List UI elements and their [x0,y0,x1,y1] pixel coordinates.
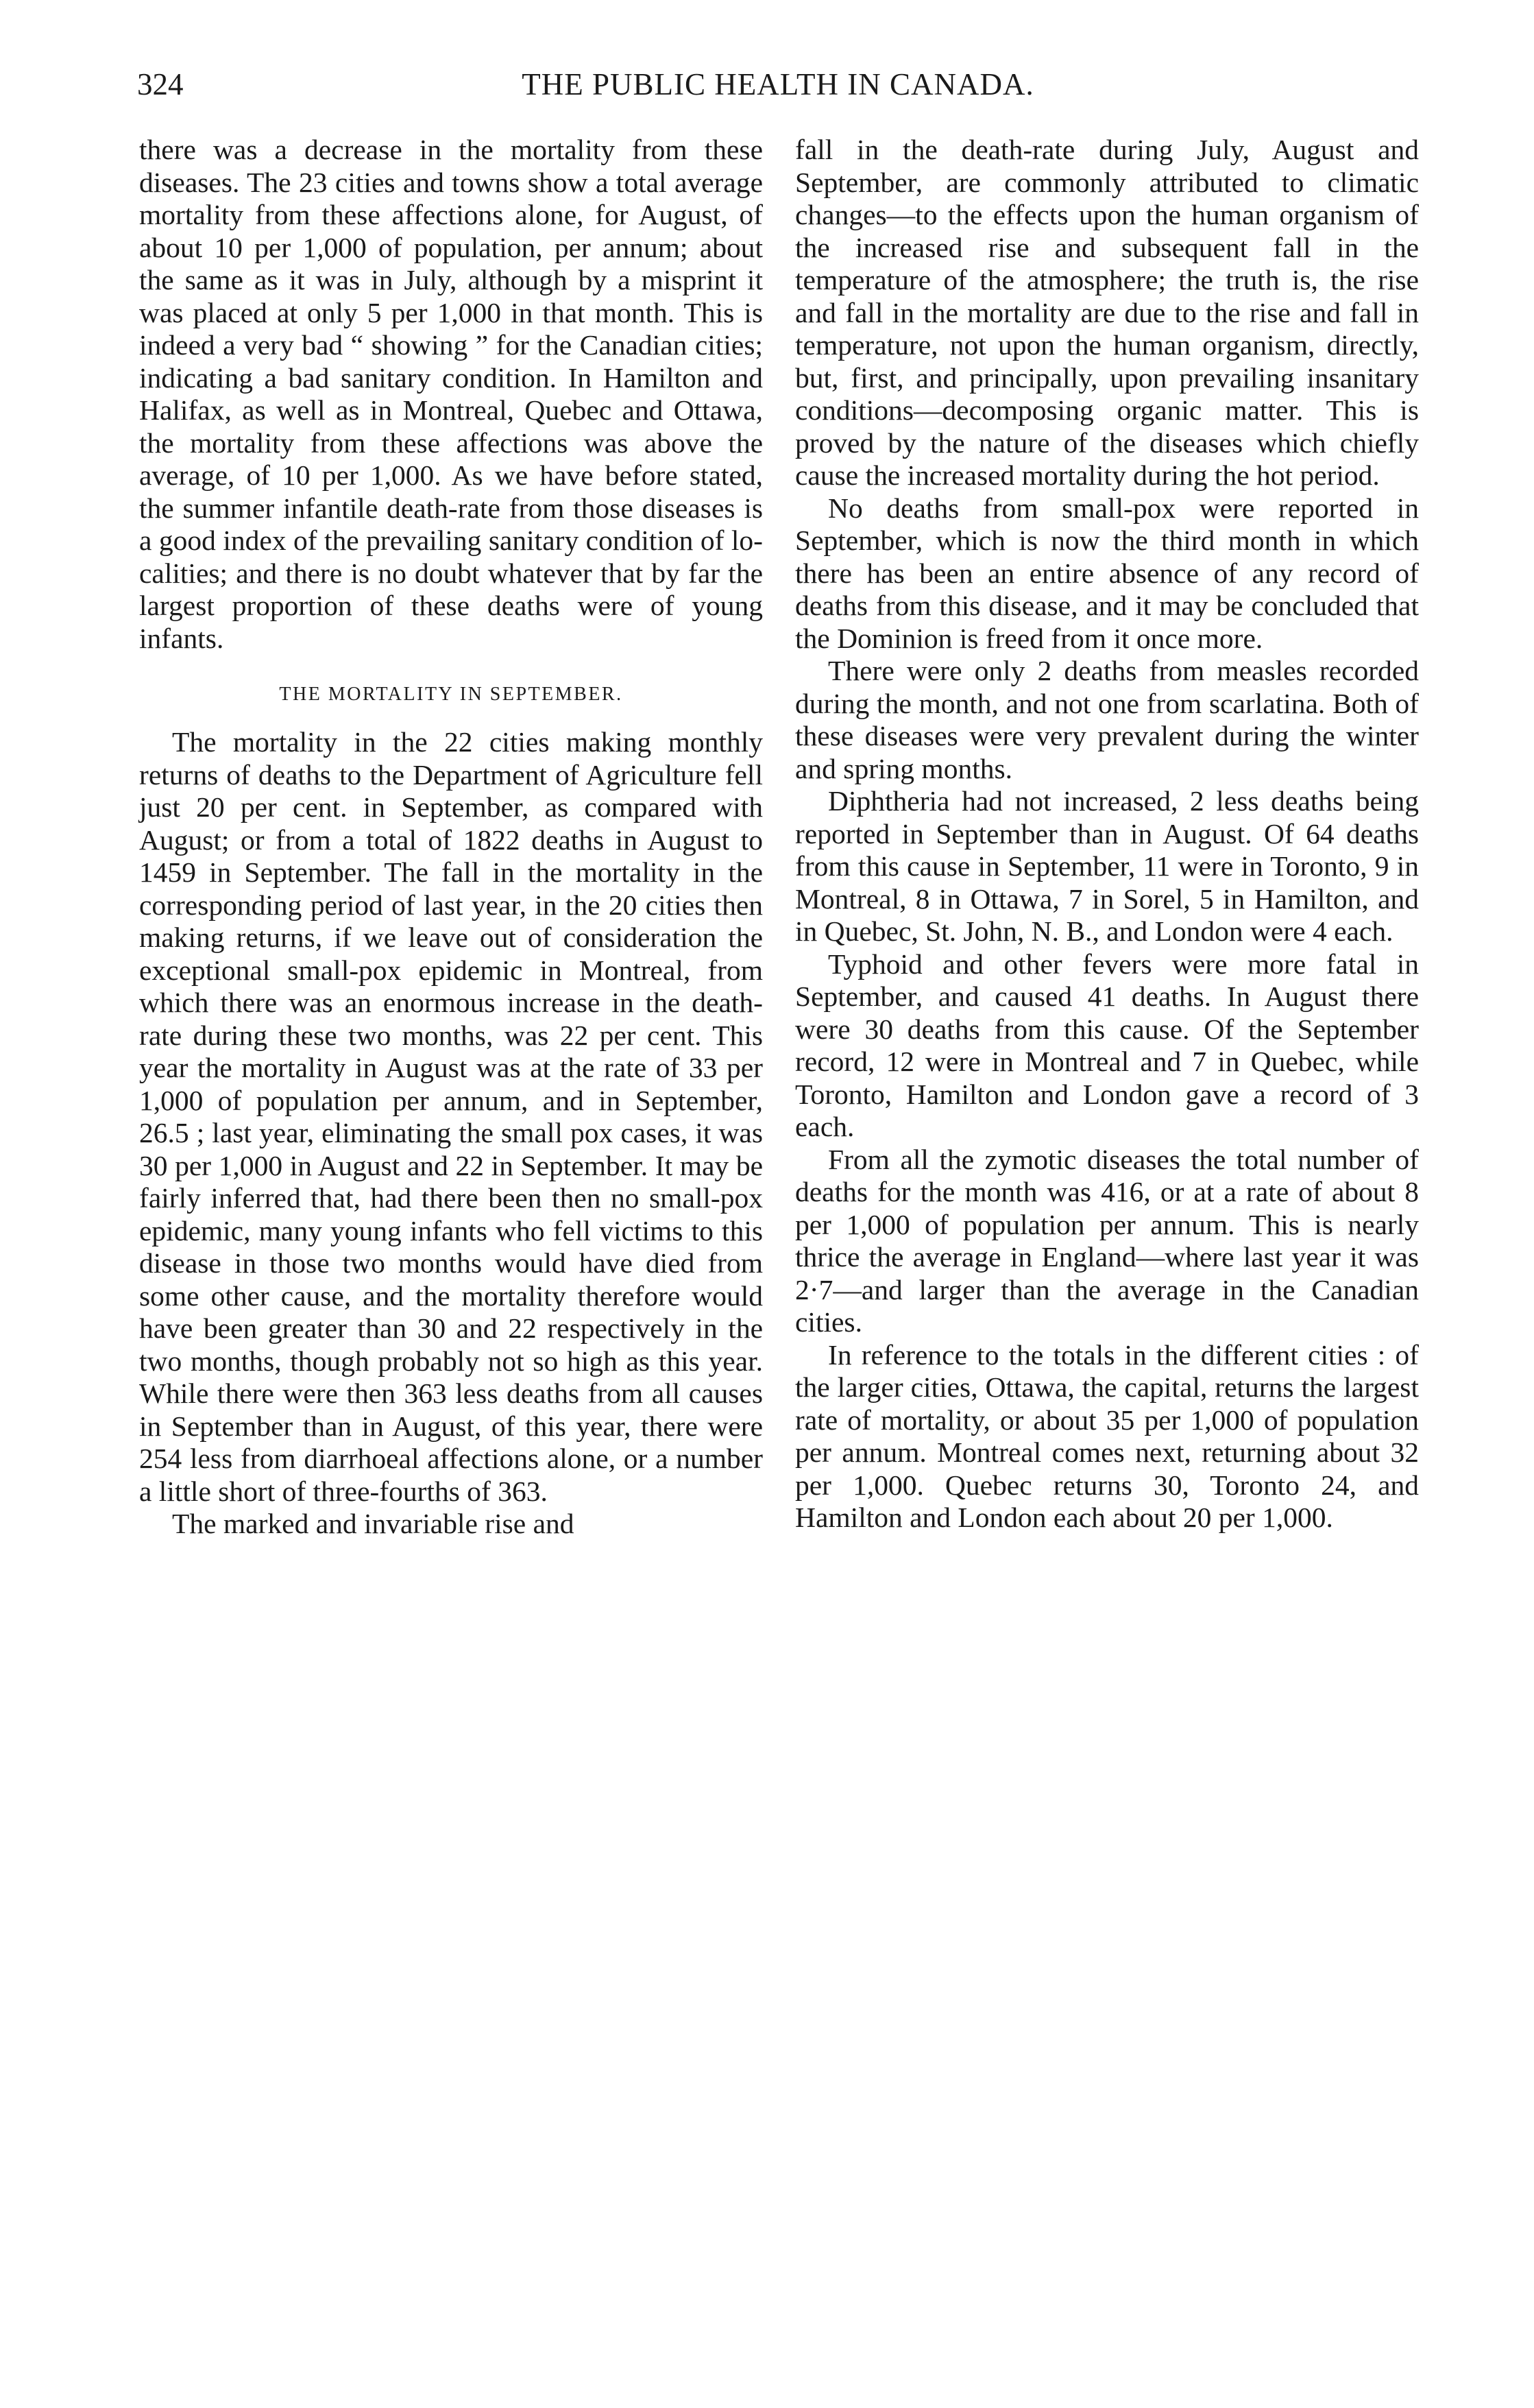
paragraph: Typhoid and other fevers were more fatal in September, and caused 41 deaths. In August there were 30 deaths from this cause. Of the September record, 12 were in Montreal and 7 in Quebec, while Toronto, Hamilton and London gave a record of 3 each. [795,948,1419,1142]
paragraph: No deaths from small-pox were reported in September, which is now the third month in which there has been an entire absence of any record of deaths from this disease, and it may be concluded that the Dominion is freed from it once more. [795,492,1419,654]
paragraph: In reference to the totals in the different cities : of the larger cities, Ottawa, the capital, returns the largest rate of mortality, or about 35 per 1,000 of population per annum. Montreal comes next, returning about 32 per 1,000. Quebec returns 30, Toronto 24, and Hamilton and London each about 20 per 1,000. [795,1338,1419,1533]
paragraph: From all the zymotic diseases the total number of deaths for the month was 416, or at a rate of about 8 per 1,000 of population per annum. This is nearly thrice the average in England—where last year it was 2·7—and larger than the average in the Canadian cities. [795,1143,1419,1338]
right-column [795,134,1419,1534]
page-header [137,60,1419,108]
paragraph: fall in the death-rate during July, August and September, are commonly attributed to climatic changes—to the effects upon the human organism of the increased rise and subsequent fall in the temperature of the atmosphere; the truth is, the rise and fall in the mortality are due to the rise and fall in temperature, not upon the human organism, directly, but, first, and principally, upon prevailing insanitary conditions—decomposing organic matter. This is proved by the nature of the diseases which chiefly cause the increased mortality during the hot period. [795,134,1419,491]
paragraph: Diphtheria had not increased, 2 less deaths being reported in September than in August. Of 64 deaths from this cause in September, 11 were in Toronto, 9 in Montreal, 8 in Ottawa, 7 in Sorel, 5 in Hamilton, and in Quebec, St. John, N. B., and London were 4 each. [795,785,1419,947]
left-column [139,134,763,1541]
paragraph: The marked and invariable rise and [172,1508,574,1539]
running-title: THE PUBLIC HEALTH IN CANADA. [522,67,1034,101]
section-heading: THE MORTALITY IN SEPTEMBER. [279,684,623,705]
paragraph: there was a decrease in the mortality from these diseases. The 23 cities and towns show a total average mortality from these affections alone, for August, of about 10 per 1,000 of population, per annum; about the same as it was in July, although by a misprint it was placed at only 5 per 1,000 in that month. This is indeed a very bad “ showing ” for the Canadian cities; indicating a bad sanitary condition. In Hamilton and Halifax, as well as in Montreal, Quebec and Ottawa, the mortality from these affections was above the average, of 10 per 1,000. As we have before stated, the summer infantile death-rate from those diseases is a good index of the prevailing sanitary condition of localities; and there is no doubt whatever that by far the largest proportion of these deaths were of young infants. [139,134,763,654]
page-number: 324 [137,67,184,101]
paragraph: There were only 2 deaths from measles recorded during the month, and not one from scarlatina. Both of these diseases were very prevalent during the winter and spring months. [795,655,1419,784]
paragraph: The mortality in the 22 cities making monthly returns of deaths to the Department of Agriculture fell just 20 per cent. in September, as compared with August; or from a total of 1822 deaths in August to 1459 in September. The fall in the mortality in the corresponding period of last year, in the 20 cities then making returns, if we leave out of consideration the exceptional small-pox epidemic in Montreal, from which there was an enormous increase in the death-rate during these two months, was 22 per cent. This year the mortality in August was at the rate of 33 per 1,000 of population per annum, and in September, 26.5 ; last year, eliminating the small pox cases, it was 30 per 1,000 in August and 22 in September. It may be fairly inferred that, had there been then no small-pox epidemic, many young infants who fell victims to this disease in those two months would have died from some other cause, and the mortality therefore would have been greater than 30 and 22 respectively in the two months, though probably not so high as this year. While there were then 363 less deaths from all causes in September than in August, of this year, there were 254 less from diarrhoeal affections alone, or a number a little short of three-fourths of 363. [139,726,763,1507]
